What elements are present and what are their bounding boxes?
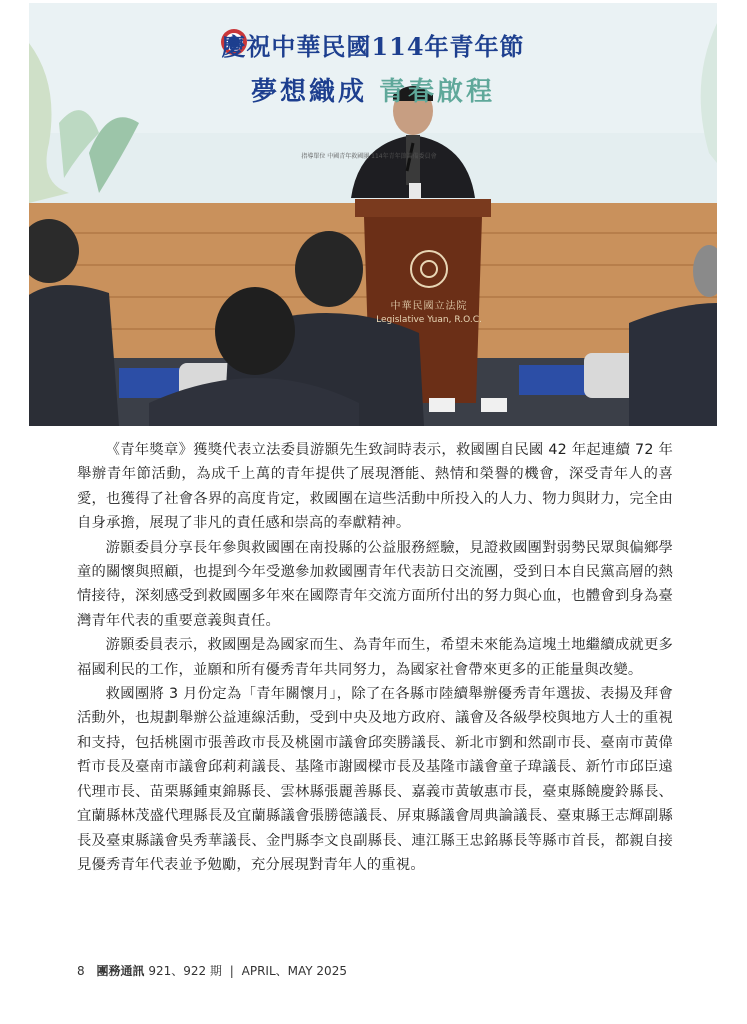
banner-subtitle-part-b: 青春啟程	[379, 77, 496, 107]
event-photo	[29, 3, 717, 426]
article-paragraph: 游顥委員表示，救國團是為國家而生、為青年而生，希望未來能為這塊土地繼續成就更多福國利民的工作，並願和所有優秀青年共同努力，為國家社會帶來更多的正能量與改變。	[77, 637, 673, 678]
footer-divider: |	[229, 964, 234, 978]
article-paragraph: 《青年獎章》獲獎代表立法委員游顥先生致詞時表示，救國團自民國 42 年起連續 72 年舉辦青年節活動，為成千上萬的青年提供了展現潛能、熱情和榮譽的機會，深受青年人的喜愛，也獲得了社會各界的高度肯定，救國團在這些活動中所投入的人力、物力與財力，完全由自身承擔，展現了非凡的責任感和崇高的奉獻精神。	[77, 442, 673, 532]
page-number: 8	[77, 964, 85, 978]
banner-title: 慶祝中華民國114年青年節	[221, 32, 525, 61]
banner-subtitle-part-a: 夢想織成	[250, 77, 367, 107]
event-photo-scene	[29, 3, 717, 426]
banner-sponsor-line: 指導單位 中國青年救國團 114年青年節籌備委員會	[301, 153, 437, 160]
podium-label-chinese: 中華民國立法院	[390, 301, 468, 312]
podium-label-english: Legislative Yuan, R.O.C.	[376, 315, 482, 325]
page-footer	[77, 962, 347, 979]
article-body	[77, 438, 673, 877]
issue-date: APRIL、MAY 2025	[241, 964, 347, 978]
publication-name: 團務通訊	[96, 964, 145, 978]
issue-number: 921、922 期	[148, 964, 222, 978]
article-paragraph: 游顥委員分享長年參與救國團在南投縣的公益服務經驗，見證救國團對弱勢民眾與偏鄉學童的關懷與照顧，也提到今年受邀參加救國團青年代表訪日交流團，受到日本自民黨高層的熱情接待，深刻感受到救國團多年來在國際青年交流方面所付出的努力與心血，也體會到身為臺灣青年代表的重要意義與責任。	[77, 539, 673, 629]
podium-label	[374, 297, 484, 325]
banner-subtitle	[29, 71, 717, 108]
article-paragraph: 救國團將 3 月份定為「青年關懷月」，除了在各縣市陸續舉辦優秀青年選拔、表揚及拜會活動外，也規劃舉辦公益連線活動，受到中央及地方政府、議會及各級學校與地方人士的重視和支持，包括桃園市張善政市長及桃園市議會邱奕勝議長、新北市劉和然副市長、臺南市黃偉哲市長及臺南市議會邱莉莉議長、基隆市謝國樑市長及基隆市議會童子瑋議長、新竹市邱臣遠代理市長、苗栗縣鍾東錦縣長、雲林縣張麗善縣長、嘉義市黃敏惠市長，臺東縣饒慶鈴縣長、宜蘭縣林茂盛代理縣長及宜蘭縣議會張勝德議長、屏東縣議會周典論議長、臺東縣王志輝副縣長及臺東縣議會吳秀華議長、金門縣李文良副縣長、連江縣王忠銘縣長等縣市首長，都親自接見優秀青年代表並予勉勵，充分展現對青年人的重視。	[77, 686, 673, 873]
